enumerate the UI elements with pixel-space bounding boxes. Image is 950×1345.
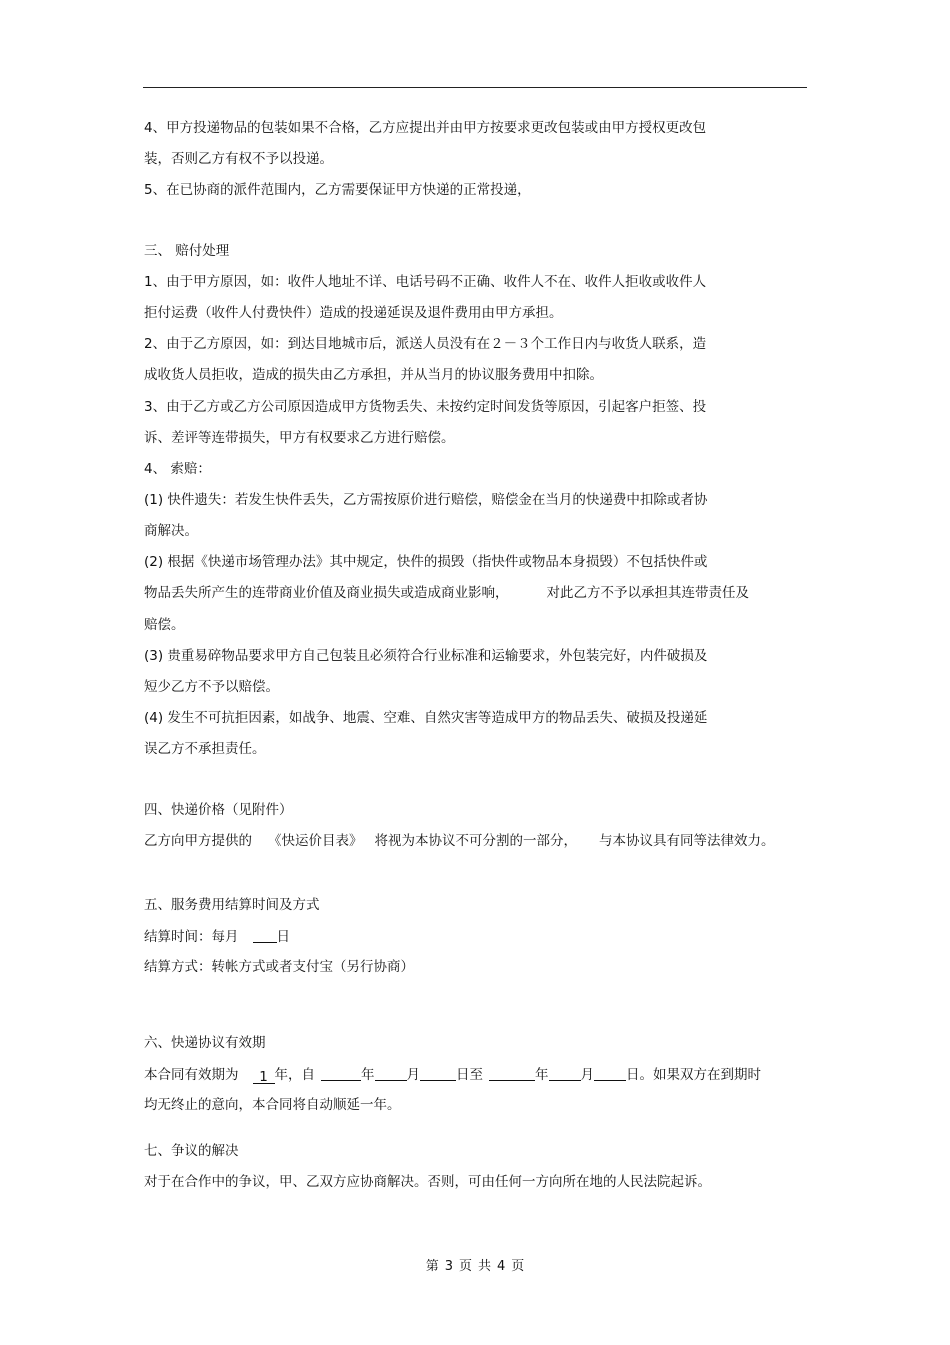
section-3-heading: 三、 赔付处理 [144, 243, 230, 259]
footer-ye: 页 [458, 1259, 472, 1274]
claim-1-line-2: 商解决。 [144, 523, 198, 539]
clause-3-2-line-1: 2、由于乙方原因，如：到达目地城市后，派送人员没有在２－３个工作日内与收货人联系，造 [144, 336, 707, 352]
end-day-blank[interactable] [594, 1066, 626, 1081]
clause-3-2-line-2: 成收货人员拒收，造成的损失由乙方承担，并从当月的协议服务费用中扣除。 [144, 367, 603, 383]
footer-di: 第 [425, 1259, 439, 1274]
settle-method: 结算方式：转帐方式或者支付宝（另行协商） [144, 959, 414, 975]
claim-2-line-2 [144, 585, 749, 601]
start-year-blank[interactable] [321, 1066, 361, 1081]
clause-3-1-line-1: 1、由于甲方原因，如：收件人地址不详、电话号码不正确、收件人不在、收件人拒收或收件人 [144, 274, 707, 290]
section-7-text: 对于在合作中的争议，甲、乙双方应协商解决。否则，可由任何一方向所在地的人民法院起诉。 [144, 1174, 711, 1190]
footer-ye2: 页 [511, 1259, 525, 1274]
claim-3-line-2: 短少乙方不予以赔偿。 [144, 679, 279, 695]
claim-2-line-1: (2) 根据《快递市场管理办法》其中规定，快件的损毁（指快件或物品本身损毁）不包括快件或 [144, 554, 708, 570]
start-day-blank[interactable] [420, 1066, 456, 1081]
clause-2-5: 5、在已协商的派件范围内，乙方需要保证甲方快递的正常投递， [144, 182, 531, 198]
s4-part-d: 与本协议具有同等法律效力。 [599, 833, 775, 849]
settle-day-blank[interactable] [253, 928, 277, 943]
page-footer [0, 1255, 950, 1274]
end-year-blank[interactable] [489, 1066, 535, 1081]
start-month-unit: 月 [406, 1067, 420, 1083]
header-rule [143, 87, 807, 88]
clause-3-4: 4、 索赔： [144, 461, 211, 477]
claim-4-line-2: 误乙方不承担责任。 [144, 741, 266, 757]
claim-4-line-1: (4) 发生不可抗拒因素，如战争、地震、空难、自然灾害等造成甲方的物品丢失、破损及投递延 [144, 710, 708, 726]
section-4-heading: 四、快递价格（见附件） [144, 802, 293, 818]
term-line-2: 均无终止的意向，本合同将自动顺延一年。 [144, 1097, 401, 1113]
claim-2-line-2-b: 对此乙方不予以承担其连带责任及 [546, 585, 749, 601]
end-year-unit: 年 [535, 1067, 549, 1083]
s4-part-a: 乙方向甲方提供的 [144, 833, 252, 849]
clause-3-3-line-1: 3、由于乙方或乙方公司原因造成甲方货物丢失、未按约定时间发货等原因，引起客户拒签、投 [144, 399, 707, 415]
section-5-heading: 五、服务费用结算时间及方式 [144, 897, 320, 913]
term-suffix: 日。如果双方在到期时 [626, 1067, 761, 1083]
page-number: 3 [444, 1259, 453, 1274]
clause-2-4-line-1: 4、甲方投递物品的包装如果不合格，乙方应提出并由甲方按要求更改包装或由甲方授权更改包 [144, 120, 707, 136]
start-year-unit: 年 [361, 1067, 375, 1083]
settle-time-label: 结算时间：每月 [144, 929, 239, 945]
settle-day-unit: 日 [276, 929, 290, 945]
s4-part-b: 《快运价目表》 [268, 833, 363, 849]
end-month-blank[interactable] [549, 1066, 581, 1081]
term-line-1 [144, 1066, 761, 1084]
section-7-heading: 七、争议的解决 [144, 1143, 239, 1159]
s4-part-c: 将视为本协议不可分割的一部分， [374, 833, 577, 849]
claim-1-line-1: (1) 快件遗失：若发生快件丢失，乙方需按原价进行赔偿，赔偿金在当月的快递费中扣除或者协 [144, 492, 708, 508]
clause-3-3-line-2: 诉、差评等连带损失，甲方有权要求乙方进行赔偿。 [144, 430, 455, 446]
footer-gong: 共 [478, 1259, 492, 1274]
clause-3-1-line-2: 拒付运费（收件人付费快件）造成的投递延误及退件费用由甲方承担。 [144, 305, 563, 321]
claim-3-line-1: (3) 贵重易碎物品要求甲方自己包装且必须符合行业标准和运输要求，外包装完好，内件破损及 [144, 648, 708, 664]
claim-2-line-2-a: 物品丢失所产生的连带商业价值及商业损失或造成商业影响， [144, 585, 509, 601]
clause-2-4-line-2: 装，否则乙方有权不予以投递。 [144, 151, 333, 167]
term-prefix: 本合同有效期为 [144, 1067, 239, 1083]
end-month-unit: 月 [580, 1067, 594, 1083]
term-years-blank[interactable]: 1 [253, 1069, 275, 1084]
section-6-heading: 六、快递协议有效期 [144, 1035, 266, 1051]
settle-time [144, 928, 290, 945]
page-total: 4 [497, 1259, 506, 1274]
term-year-from: 年，自 [274, 1067, 315, 1083]
claim-2-line-3: 赔偿。 [144, 617, 185, 633]
start-month-blank[interactable] [375, 1066, 407, 1081]
start-day-unit: 日至 [456, 1067, 483, 1083]
section-4-text [144, 833, 775, 849]
